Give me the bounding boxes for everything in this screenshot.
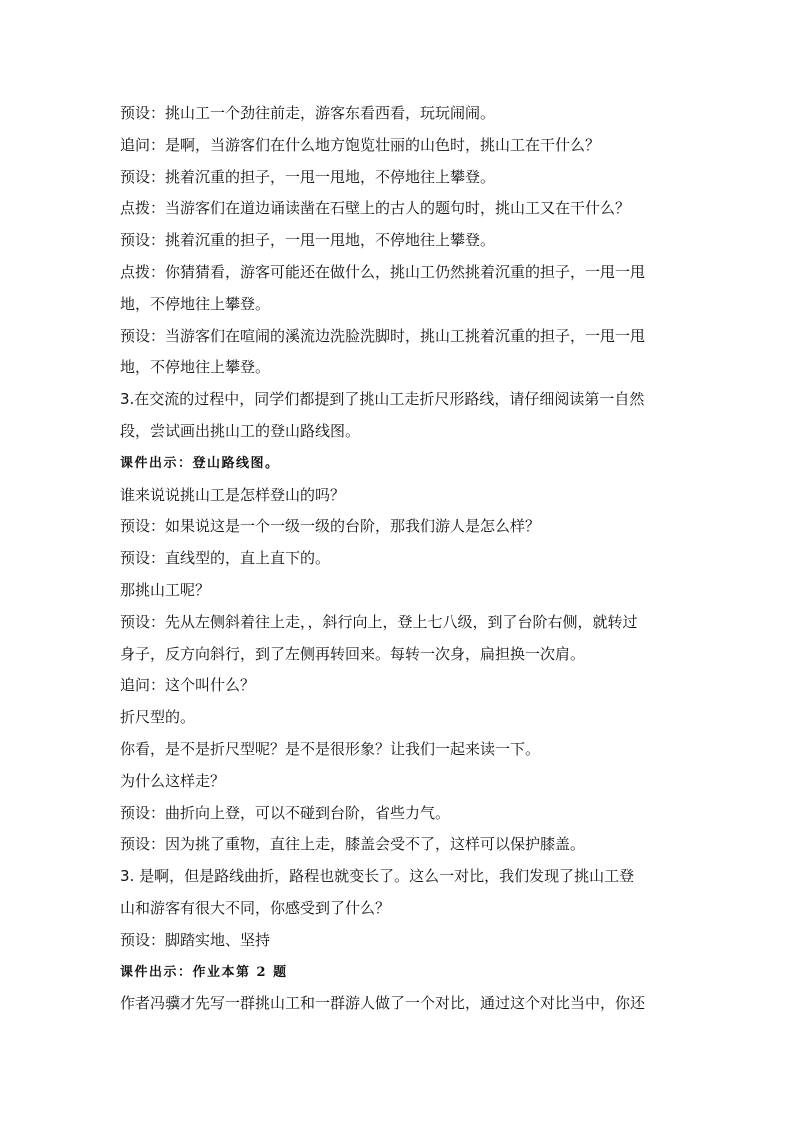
text-line-preset: 预设：当游客们在喧闹的溪流边洗脸洗脚时，挑山工挑着沉重的担子，一甩一甩 xyxy=(120,326,646,345)
text-line-step-three: 3.在交流的过程中，同学们都提到了挑山工走折尺形路线，请仔细阅读第一自然 xyxy=(120,390,645,409)
text-line-preset: 预设：曲折向上登，可以不碰到台阶，省些力气。 xyxy=(120,803,451,822)
text-line-answer: 折尺型的。 xyxy=(120,708,196,727)
text-line-prompt: 你看，是不是折尺型呢？是不是很形象？让我们一起来读一下。 xyxy=(120,739,541,758)
text-line-paragraph: 作者冯骥才先写一群挑山工和一群游人做了一个对比，通过这个对比当中，你还 xyxy=(120,994,646,1013)
text-line-followup-question: 追问：这个叫什么？ xyxy=(120,676,256,695)
text-line-preset: 预设：因为挑了重物，直往上走，膝盖会受不了，这样可以保护膝盖。 xyxy=(120,835,586,854)
text-line-question: 谁来说说挑山工是怎样登山的吗？ xyxy=(120,485,346,504)
text-line-continuation: 山和游客有很大不同，你感受到了什么？ xyxy=(120,898,391,917)
courseware-note: 课件出示：登山路线图。 xyxy=(120,455,280,471)
text-line-continuation: 段，尝试画出挑山工的登山路线图。 xyxy=(120,421,361,440)
text-line-preset: 预设：先从左侧斜着往上走，，斜行向上，登上七八级，到了台阶右侧，就转过 xyxy=(120,612,638,631)
text-line-question: 那挑山工呢？ xyxy=(120,580,211,599)
text-line-preset: 预设：脚踏实地、坚持 xyxy=(120,930,271,949)
text-line-preset: 预设：挑山工一个劲往前走，游客东看西看，玩玩闹闹。 xyxy=(120,104,496,122)
text-line-followup-question: 追问：是啊，当游客们在什么地方饱览壮丽的山色时，挑山工在干什么？ xyxy=(120,135,601,154)
document-body xyxy=(120,98,680,1020)
text-line-preset: 预设：挑着沉重的担子，一甩一甩地，不停地往上攀登。 xyxy=(120,167,496,186)
text-line-step-three: 3. 是啊，但是路线曲折，路程也就变长了。这么一对比，我们发现了挑山工登 xyxy=(120,867,635,886)
text-line-guidance: 点拨：你猜猜看，游客可能还在做什么，挑山工仍然挑着沉重的担子，一甩一甩 xyxy=(120,262,646,281)
text-line-preset: 预设：直线型的，直上直下的。 xyxy=(120,549,331,568)
courseware-note: 课件出示：作业本第 2 题 xyxy=(120,964,288,980)
text-line-question: 为什么这样走？ xyxy=(120,771,226,790)
text-line-guidance: 点拨：当游客们在道边诵读凿在石壁上的古人的题句时，挑山工又在干什么？ xyxy=(120,199,631,218)
text-line-preset: 预设：如果说这是一个一级一级的台阶，那我们游人是怎么样？ xyxy=(120,517,541,536)
text-line-continuation: 地，不停地往上攀登。 xyxy=(120,294,271,313)
text-line-continuation: 地，不停地往上攀登。 xyxy=(120,358,271,377)
text-line-preset: 预设：挑着沉重的担子，一甩一甩地，不停地往上攀登。 xyxy=(120,231,496,250)
text-line-continuation: 身子，反方向斜行，到了左侧再转回来。每转一次身，扁担换一次肩。 xyxy=(120,644,586,663)
